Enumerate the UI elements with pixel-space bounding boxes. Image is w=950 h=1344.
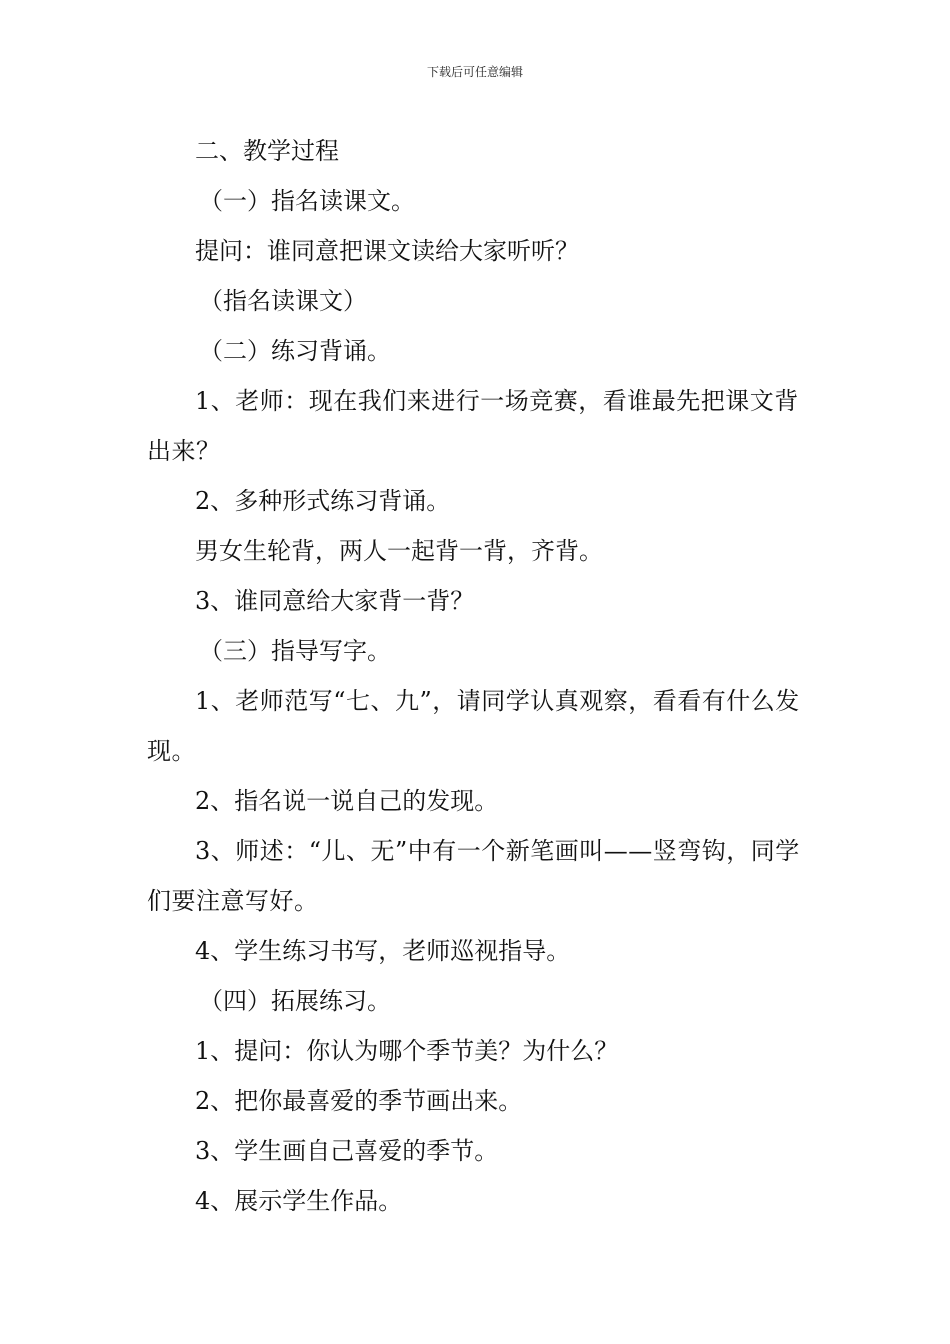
document-body <box>147 126 807 1226</box>
paragraph: 3、学生画自己喜爱的季节。 <box>195 1137 499 1165</box>
paragraph: 3、师述：“儿、无”中有一个新笔画叫——竖弯钩，同学们要注意写好。 <box>147 837 800 915</box>
paragraph: 2、指名说一说自己的发现。 <box>195 787 499 815</box>
paragraph: 2、把你最喜爱的季节画出来。 <box>195 1087 523 1115</box>
paragraph: 1、提问：你认为哪个季节美？为什么？ <box>195 1037 619 1065</box>
paragraph: 2、多种形式练习背诵。 <box>195 487 451 515</box>
paragraph: 3、谁同意给大家背一背？ <box>195 587 475 615</box>
section-heading: 二、教学过程 <box>195 137 339 165</box>
subsection-heading: （二）练习背诵。 <box>199 337 391 365</box>
paragraph: 1、老师范写“七、九”，请同学认真观察，看看有什么发现。 <box>147 687 800 765</box>
paragraph: 4、学生练习书写，老师巡视指导。 <box>195 937 571 965</box>
subsection-heading: （四）拓展练习。 <box>199 987 391 1015</box>
paragraph: 男女生轮背，两人一起背一背，齐背。 <box>195 537 603 565</box>
paragraph: 1、老师：现在我们来进行一场竞赛，看谁最先把课文背出来？ <box>147 387 799 465</box>
paragraph: （指名读课文） <box>199 287 367 315</box>
page-header-note: 下载后可任意编辑 <box>426 65 523 79</box>
subsection-heading: （三）指导写字。 <box>199 637 391 665</box>
subsection-heading: （一）指名读课文。 <box>199 187 415 215</box>
paragraph: 提问：谁同意把课文读给大家听听？ <box>195 237 579 265</box>
paragraph: 4、展示学生作品。 <box>195 1187 403 1215</box>
